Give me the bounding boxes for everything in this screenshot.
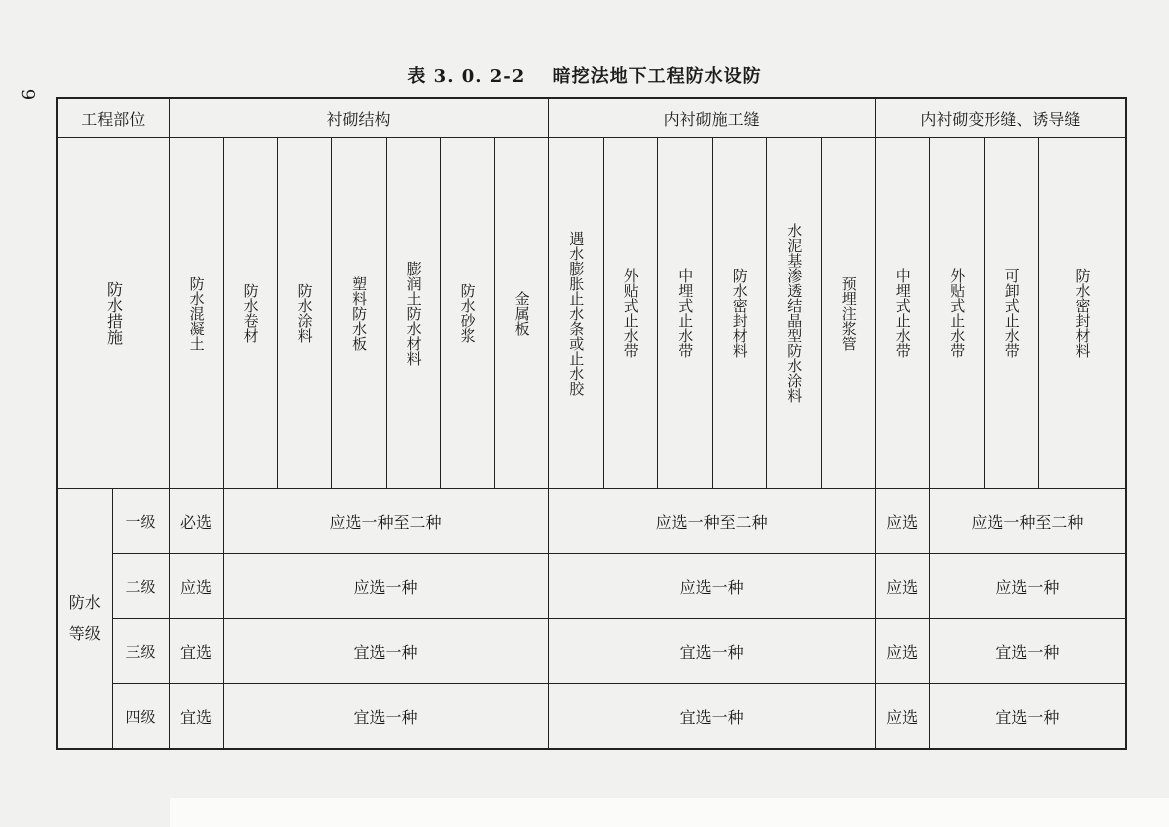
group-construction-joint — [548, 98, 875, 138]
scan-margin — [170, 798, 1169, 827]
measure-header-label: 遇水膨胀止水条或止水胶 — [567, 230, 586, 396]
measure-header-label: 防水涂料 — [295, 283, 314, 343]
measure-header-cell — [712, 138, 766, 489]
measure-header-label: 膨润土防水材料 — [404, 260, 423, 366]
measure-header-cell — [277, 138, 331, 489]
grade-label-cell — [57, 489, 112, 750]
measure-header-cell — [929, 138, 984, 489]
level-cell: 四级 — [112, 684, 169, 750]
measure-header-cell — [223, 138, 277, 489]
measure-header-label: 中埋式止水带 — [893, 268, 912, 358]
measure-header-cell — [386, 138, 440, 489]
measure-label-cell — [57, 138, 169, 489]
joint-cell: 应选一种至二种 — [548, 489, 875, 554]
level-cell: 一级 — [112, 489, 169, 554]
measure-header-cell — [494, 138, 548, 489]
group-lining — [169, 98, 548, 138]
group-deformation-joint-label: 内衬砌变形缝、诱导缝 — [920, 109, 1081, 129]
table-title — [0, 62, 1169, 88]
measure-header-label: 预埋注浆管 — [839, 275, 858, 351]
concrete-cell: 宜选 — [169, 619, 223, 684]
deform-rest-cell: 宜选一种 — [929, 619, 1126, 684]
deform-rest-cell: 应选一种至二种 — [929, 489, 1126, 554]
measure-header-label: 中埋式止水带 — [676, 268, 695, 358]
lining-cell: 宜选一种 — [223, 684, 548, 750]
measure-header-cell — [169, 138, 223, 489]
table-row — [57, 489, 1126, 554]
part-label-cell — [57, 98, 169, 138]
lining-cell: 应选一种 — [223, 554, 548, 619]
table-title-text: 暗挖法地下工程防水设防 — [552, 66, 762, 87]
measure-header-cell — [875, 138, 929, 489]
measure-header-label: 外贴式止水带 — [621, 268, 640, 358]
deform-first-cell: 应选 — [875, 554, 929, 619]
table-number: 表 3. 0. 2-2 — [407, 66, 526, 87]
lining-cell: 应选一种至二种 — [223, 489, 548, 554]
level-cell: 三级 — [112, 619, 169, 684]
measure-header-cell — [821, 138, 875, 489]
deform-first-cell: 应选 — [875, 489, 929, 554]
table-row — [57, 684, 1126, 750]
measure-header-cell — [440, 138, 494, 489]
deform-first-cell: 应选 — [875, 619, 929, 684]
measure-header-cell — [657, 138, 712, 489]
measure-header-label: 金属板 — [512, 290, 531, 336]
level-cell: 二级 — [112, 554, 169, 619]
measure-header-label: 外贴式止水带 — [948, 268, 967, 358]
measure-header-cell — [331, 138, 386, 489]
measure-header-cell — [984, 138, 1038, 489]
measure-header-label: 防水密封材料 — [730, 268, 749, 358]
measure-header-label: 防水密封材料 — [1073, 268, 1092, 358]
deform-first-cell: 应选 — [875, 684, 929, 750]
group-construction-joint-label: 内衬砌施工缝 — [663, 109, 760, 129]
joint-cell: 宜选一种 — [548, 684, 875, 750]
table-row — [57, 619, 1126, 684]
joint-cell: 应选一种 — [548, 554, 875, 619]
measure-header-label: 塑料防水板 — [350, 275, 369, 351]
measure-header-cell — [548, 138, 603, 489]
group-lining-label: 衬砌结构 — [326, 109, 391, 129]
measure-header-cell — [603, 138, 657, 489]
measure-label: 防水措施 — [104, 281, 124, 345]
measure-header-cell — [1038, 138, 1126, 489]
part-label: 工程部位 — [81, 109, 146, 129]
measure-header-label: 防水混凝土 — [187, 275, 206, 351]
measure-header-label: 可卸式止水带 — [1002, 268, 1021, 358]
deform-rest-cell: 应选一种 — [929, 554, 1126, 619]
group-deformation-joint — [875, 98, 1126, 138]
waterproofing-table — [56, 97, 1127, 750]
concrete-cell: 宜选 — [169, 684, 223, 750]
grade-label: 防水等级 — [68, 593, 101, 643]
measure-header-cell — [766, 138, 821, 489]
concrete-cell: 必选 — [169, 489, 223, 554]
measure-header-label: 水泥基渗透结晶型防水涂料 — [785, 223, 804, 403]
joint-cell: 宜选一种 — [548, 619, 875, 684]
table-row — [57, 554, 1126, 619]
deform-rest-cell: 宜选一种 — [929, 684, 1126, 750]
concrete-cell: 应选 — [169, 554, 223, 619]
measure-header-label: 防水砂浆 — [458, 283, 477, 343]
page-number: 9 — [17, 88, 39, 101]
measure-header-label: 防水卷材 — [241, 283, 260, 343]
lining-cell: 宜选一种 — [223, 619, 548, 684]
